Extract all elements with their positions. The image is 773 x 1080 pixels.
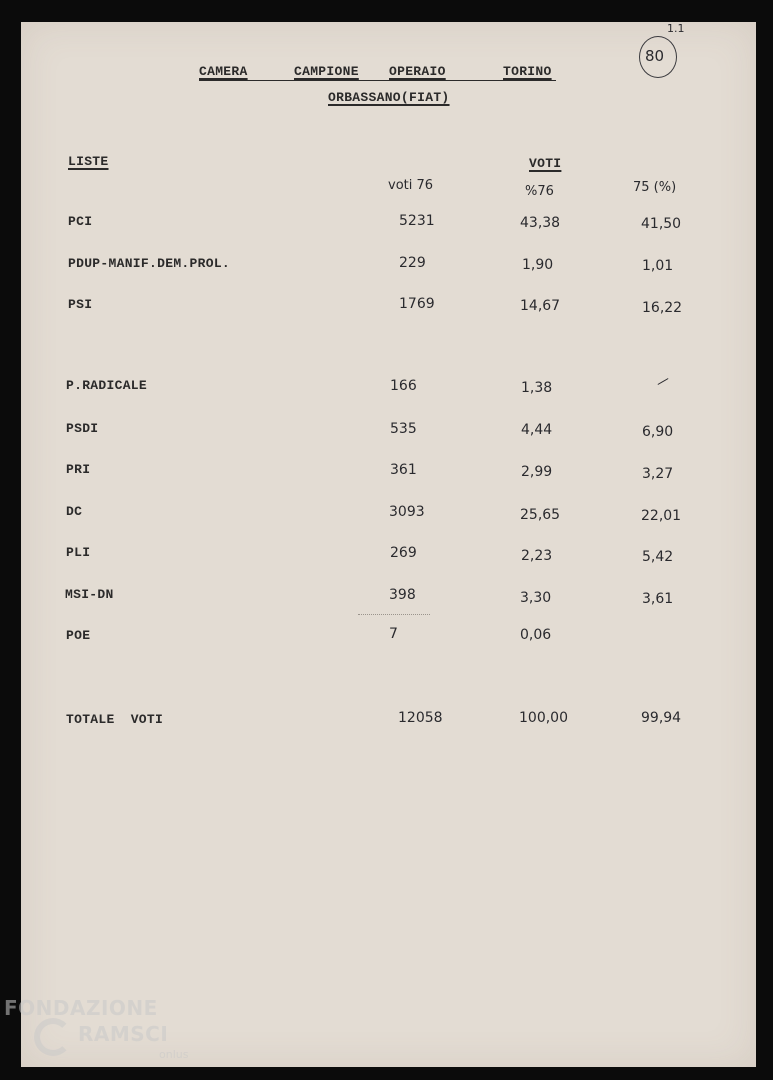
row-pdup-lista: PDUP-MANIF.DEM.PROL. <box>68 256 231 271</box>
row-pdup-voti76: 229 <box>399 255 426 271</box>
row-poe-lista: POE <box>66 628 91 643</box>
title-word-camera: CAMERA <box>199 64 248 79</box>
row-dc-pct76: 25,65 <box>520 507 561 523</box>
row-msi-voti76: 398 <box>389 587 416 603</box>
row-pli-pct76: 2,23 <box>521 548 553 564</box>
subtitle: ORBASSANO(FIAT) <box>328 90 450 105</box>
row-pci-pct76: 43,38 <box>520 215 561 231</box>
row-pri-voti76: 361 <box>390 462 417 478</box>
total-label: TOTALE VOTI <box>66 712 164 727</box>
corner-mark: 1.1 <box>667 22 685 35</box>
column-voti: VOTI <box>529 156 562 171</box>
row-pli-voti76: 269 <box>390 545 417 561</box>
row-msi-pct76: 3,30 <box>520 590 552 606</box>
column-pct75: 75 (%) <box>633 180 677 195</box>
dotted-mark <box>358 614 430 615</box>
row-pci-lista: PCI <box>68 214 93 229</box>
row-psdi-pct76: 4,44 <box>521 422 553 438</box>
row-psdi-voti76: 535 <box>390 421 417 437</box>
row-pri-lista: PRI <box>66 462 91 477</box>
row-pci-voti76: 5231 <box>399 213 435 229</box>
row-psi-voti76: 1769 <box>399 296 435 312</box>
row-poe-pct76: 0,06 <box>520 627 552 643</box>
row-poe-voti76: 7 <box>389 626 398 642</box>
watermark-g-logo <box>34 1018 72 1056</box>
watermark-line1: FONDAZIONE <box>4 996 158 1020</box>
row-msi-pct75: 3,61 <box>642 591 674 607</box>
circled-number-text: 80 <box>645 47 665 65</box>
row-dc-lista: DC <box>66 504 83 519</box>
row-msi-lista: MSI-DN <box>65 587 114 602</box>
watermark-onlus: onlus <box>159 1048 189 1061</box>
title-word-operaio: OPERAIO <box>389 64 446 79</box>
row-pri-pct76: 2,99 <box>521 464 553 480</box>
row-pri-pct75: 3,27 <box>642 466 674 482</box>
column-voti76: voti 76 <box>388 178 434 193</box>
row-pli-lista: PLI <box>66 545 91 560</box>
row-dc-voti76: 3093 <box>389 504 425 520</box>
row-psi-pct75: 16,22 <box>642 300 683 316</box>
row-dc-pct75: 22,01 <box>641 508 682 524</box>
column-pct76: %76 <box>525 184 554 199</box>
row-pdup-pct76: 1,90 <box>522 257 554 273</box>
title-word-campione: CAMPIONE <box>294 64 359 79</box>
row-pdup-pct75: 1,01 <box>642 258 674 274</box>
row-psi-pct76: 14,67 <box>520 298 561 314</box>
row-psdi-lista: PSDI <box>66 421 99 436</box>
column-liste: LISTE <box>68 154 109 169</box>
row-psdi-pct75: 6,90 <box>642 424 674 440</box>
row-pli-pct75: 5,42 <box>642 549 674 565</box>
row-radicale-pct76: 1,38 <box>521 380 553 396</box>
row-radicale-voti76: 166 <box>390 378 417 394</box>
total-pct75: 99,94 <box>641 710 682 726</box>
watermark-line2: RAMSCI <box>78 1022 169 1046</box>
row-psi-lista: PSI <box>68 297 93 312</box>
row-pci-pct75: 41,50 <box>641 216 682 232</box>
title-underline <box>199 80 556 81</box>
total-voti76: 12058 <box>398 710 443 726</box>
total-pct76: 100,00 <box>519 710 568 726</box>
row-radicale-lista: P.RADICALE <box>66 378 148 393</box>
title-word-torino: TORINO <box>503 64 552 79</box>
